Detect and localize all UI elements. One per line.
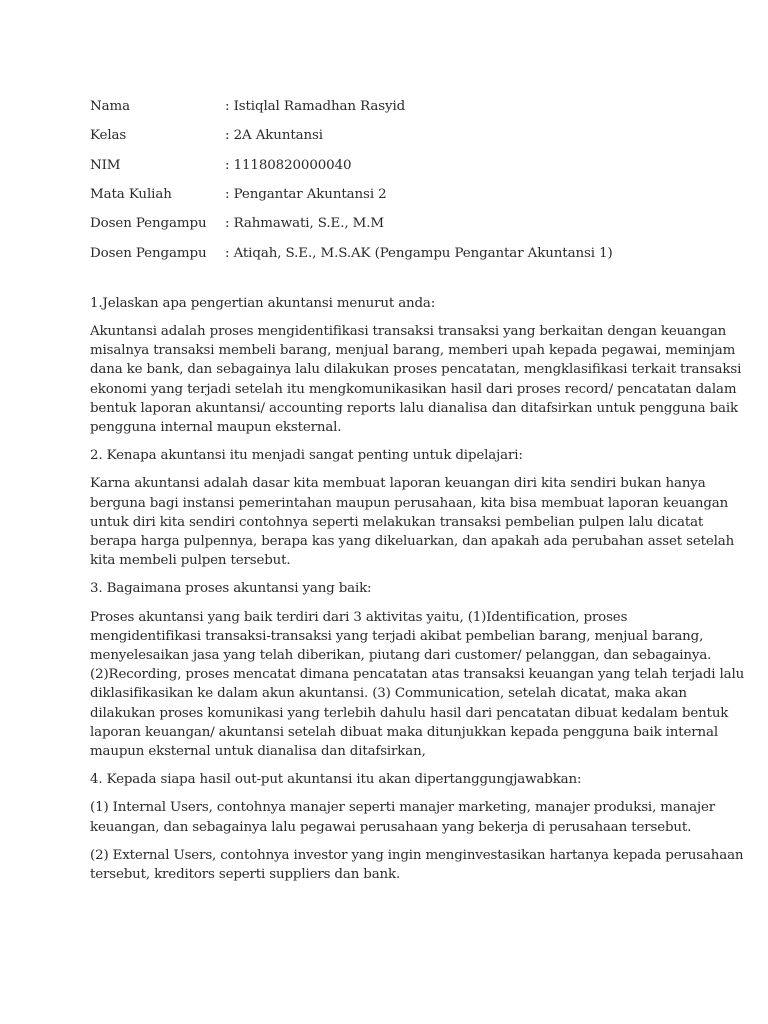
answer-line: keuangan, dan sebagainya lalu pegawai perusahaan yang bekerja di perusahaan tersebut. [90, 819, 692, 835]
answer-line: (1) Internal Users, contohnya manajer seperti manajer marketing, manajer produksi, manajer [90, 800, 715, 816]
info-label: Dosen Pengampu [90, 216, 207, 232]
answer-line: dilakukan proses komunikasi yang terlebih dahulu hasil dari pencatatan dibuat kedalam bentuk [90, 705, 729, 721]
student-info [90, 92, 690, 268]
answer-line: Akuntansi adalah proses mengidentifikasi transaksi transaksi yang berkaitan dengan keuangan [90, 323, 727, 339]
info-value: : Pengantar Akuntansi 2 [225, 187, 387, 203]
answer-line: (2)Recording, proses mencatat dimana pencatatan atas transaksi keuangan yang telah terjadi lalu [90, 667, 745, 683]
info-row-dosen-pengampu-2 [90, 238, 690, 267]
answer-line: pengguna internal maupun eksternal. [90, 420, 342, 435]
questions-answers [90, 294, 745, 884]
info-value: : Istiqlal Ramadhan Rasyid [225, 99, 406, 115]
question-2: 2. Kenapa akuntansi itu menjadi sangat penting untuk dipelajari: [90, 448, 523, 464]
question-4: 4. Kepada siapa hasil out-put akuntansi itu akan dipertanggungjawabkan: [90, 772, 582, 788]
answer-2 [90, 474, 735, 570]
info-label: Mata Kuliah [90, 187, 172, 203]
answer-4-internal-users [90, 798, 715, 836]
answer-line: diklasifikasikan ke dalam akun akuntansi. (3) Communication, setelah dicatat, maka akan [90, 686, 687, 702]
info-row-mata-kuliah [90, 180, 690, 209]
answer-line: berguna bagi instansi pemerintahan maupun perusahaan, kita bisa membuat laporan keuangan [90, 495, 729, 511]
info-label: NIM [90, 157, 121, 173]
info-value: : 2A Akuntansi [225, 128, 323, 144]
answer-3 [90, 608, 745, 762]
question-1: 1.Jelaskan apa pengertian akuntansi menurut anda: [90, 295, 436, 311]
info-label: Kelas [90, 128, 127, 144]
info-row-nim [90, 151, 690, 180]
answer-line: laporan keuangan/ akuntansi setelah dibuat maka ditunjukkan kepada pengguna baik internal [90, 724, 718, 740]
answer-line: menyelesaikan jasa yang telah diberikan, piutang dari customer/ pelanggan, dan sebagainya. [90, 648, 712, 664]
info-label: Dosen Pengampu [90, 245, 207, 261]
answer-line: maupun eksternal untuk dianalisa dan ditafsirkan, [90, 744, 426, 760]
answer-4-external-users [90, 846, 744, 884]
info-row-nama [90, 92, 690, 121]
question-3: 3. Bagaimana proses akuntansi yang baik: [90, 581, 372, 597]
answer-line: Karna akuntansi adalah dasar kita membuat laporan keuangan diri kita sendiri bukan hanya [90, 476, 706, 492]
answer-line: berapa harga pulpennya, berapa kas yang dikeluarkan, dan apakah ada perubahan asset setelah [90, 534, 735, 550]
info-row-dosen-pengampu [90, 209, 690, 238]
info-value: : Atiqah, S.E., M.S.AK (Pengampu Pengantar Akuntansi 1) [225, 245, 613, 261]
info-value: : 11180820000040 [225, 157, 352, 173]
answer-line: kita membeli pulpen tersebut. [90, 553, 291, 569]
answer-line: Proses akuntansi yang baik terdiri dari 3 aktivitas yaitu, (1)Identification, proses [90, 609, 628, 625]
answer-line: bentuk laporan akuntansi/ accounting reports lalu dianalisa dan ditafsirkan untuk pengguna baik [90, 400, 738, 416]
answer-line: mengidentifikasi transaksi-transaksi yang terjadi akibat pembelian barang, menjual barang, [90, 628, 704, 644]
answer-line: (2) External Users, contohnya investor yang ingin menginvestasikan hartanya kepada perusahaan [90, 847, 744, 863]
info-label: Nama [90, 99, 130, 115]
answer-1 [90, 322, 742, 437]
info-row-kelas [90, 121, 690, 150]
answer-line: untuk diri kita sendiri contohnya seperti melakukan transaksi pembelian pulpen lalu dicatat [90, 514, 704, 530]
answer-line: dana ke bank, dan sebagainya lalu dilakukan proses pencatatan, mengklasifikasi terkait transaksi [90, 362, 742, 378]
answer-line: misalnya transaksi membeli barang, menjual barang, memberi upah kepada pegawai, meminjam [90, 343, 736, 359]
document-page [90, 92, 745, 893]
answer-line: ekonomi yang terjadi setelah itu mengkomunikasikan hasil dari proses record/ pencatatan dalam [90, 381, 737, 397]
answer-line: tersebut, kreditors seperti suppliers dan bank. [90, 867, 401, 883]
info-value: : Rahmawati, S.E., M.M [225, 216, 385, 232]
